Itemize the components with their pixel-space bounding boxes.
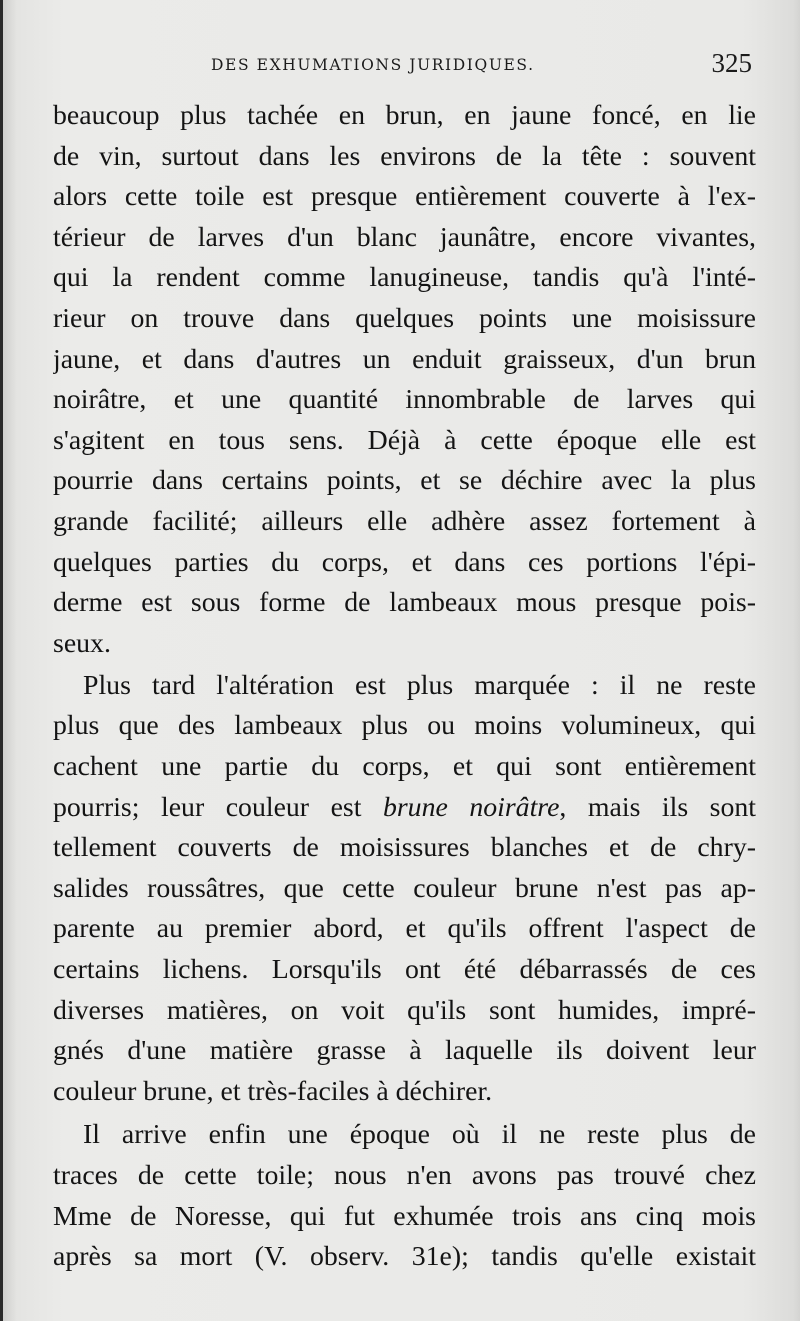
text-line: qui la rendent comme lanugineuse, tandis qu'à l'inté- (53, 262, 756, 294)
text-line: s'agitent en tous sens. Déjà à cette époque elle est (53, 424, 756, 456)
text-line: térieur de larves d'un blanc jaunâtre, encore vivantes, (53, 221, 756, 253)
text-line: plus que des lambeaux plus ou moins volumineux, qui (53, 710, 756, 742)
text-line: derme est sous forme de lambeaux mous presque pois- (53, 587, 756, 619)
text-line: jaune, et dans d'autres un enduit graisseux, d'un brun (53, 343, 756, 375)
text-line: certains lichens. Lorsqu'ils ont été débarrassés de ces (53, 953, 756, 985)
page-number: 325 (711, 48, 752, 78)
text-line: Il arrive enfin une époque où il ne reste plus de (83, 1119, 756, 1151)
paragraph-1 (53, 96, 756, 664)
paragraph-2 (53, 666, 756, 1113)
running-head (51, 48, 756, 84)
italic-phrase: brune noirâtre (382, 791, 560, 823)
text-line: Mme de Noresse, qui fut exhumée trois ans cinq mois (53, 1200, 756, 1232)
text-line: tellement couverts de moisissures blanches et de chry- (53, 832, 756, 864)
text-line: diverses matières, on voit qu'ils sont humides, impré- (53, 994, 756, 1026)
text-line: pourrie dans certains points, et se déchire avec la plus (53, 465, 756, 497)
text-segment: pourris; leur couleur est (53, 791, 383, 823)
text-line: seux. (53, 627, 111, 659)
text-line: beaucoup plus tachée en brun, en jaune foncé, en lie (53, 100, 756, 131)
text-line: couleur brune, et très-faciles à déchirer. (53, 1075, 493, 1107)
text-line: grande facilité; ailleurs elle adhère assez fortement à (53, 505, 756, 537)
text-line: alors cette toile est presque entièrement couverte à l'ex- (53, 181, 756, 213)
text-line: Plus tard l'altération est plus marquée : il ne reste (83, 669, 756, 701)
running-head-title: DES EXHUMATIONS JURIDIQUES. (211, 56, 535, 74)
text-segment: , mais ils sont (559, 791, 756, 823)
body-text (53, 96, 756, 1278)
text-line-with-italic (53, 788, 756, 829)
text-line: cachent une partie du corps, et qui sont entièrement (53, 751, 756, 782)
text-line: de vin, surtout dans les environs de la tête : souvent (53, 140, 756, 172)
text-line: après sa mort (V. observ. 31e); tandis qu'elle existait (53, 1241, 756, 1273)
text-line: quelques parties du corps, et dans ces portions l'épi- (53, 546, 756, 578)
text-line: traces de cette toile; nous n'en avons pas trouvé chez (53, 1159, 756, 1191)
text-line: noirâtre, et une quantité innombrable de larves qui (53, 384, 756, 416)
text-line: gnés d'une matière grasse à laquelle ils doivent leur (53, 1035, 756, 1067)
text-line: parente au premier abord, et qu'ils offrent l'aspect de (53, 913, 756, 945)
text-line: rieur on trouve dans quelques points une moisissure (53, 302, 756, 334)
text-line: salides roussâtres, que cette couleur brune n'est pas ap- (53, 872, 756, 904)
paragraph-3 (53, 1115, 756, 1277)
